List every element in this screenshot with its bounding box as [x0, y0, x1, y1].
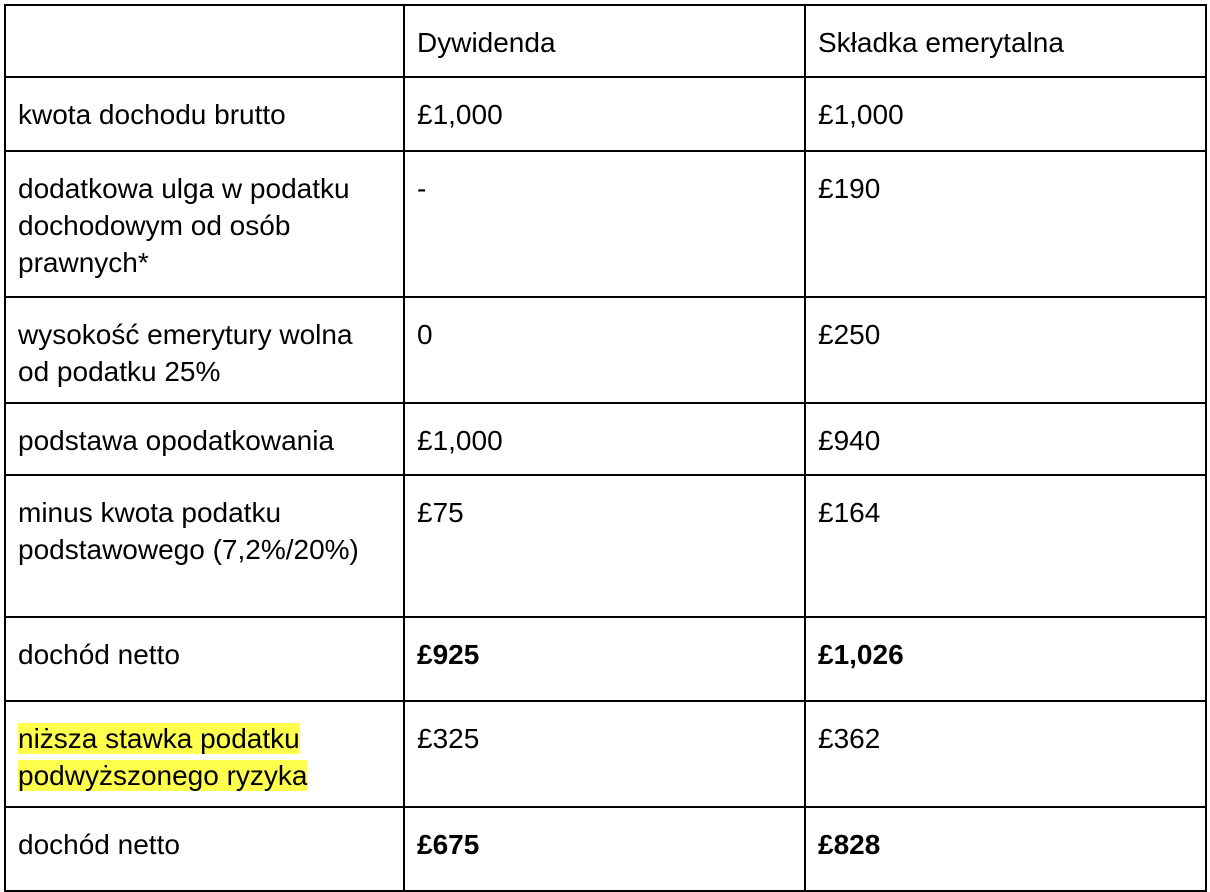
table-header-row [5, 5, 1206, 77]
comparison-table [4, 4, 1207, 892]
row-label: dochód netto [5, 807, 404, 891]
header-cell-empty [5, 5, 404, 77]
table-row [5, 297, 1206, 403]
pension-value: £164 [805, 475, 1206, 617]
header-cell-pension: Składka emerytalna [805, 5, 1206, 77]
dividend-value: 0 [404, 297, 805, 403]
table-row [5, 77, 1206, 151]
table-row [5, 701, 1206, 807]
row-label-cell [5, 701, 404, 807]
pension-value: £940 [805, 403, 1206, 475]
row-label: dochód netto [5, 617, 404, 701]
pension-value: £250 [805, 297, 1206, 403]
pension-value: £190 [805, 151, 1206, 297]
table-row [5, 403, 1206, 475]
highlighted-row-label: niższa stawka podatku podwyższonego ryzyka [18, 723, 308, 791]
dividend-value: £675 [404, 807, 805, 891]
pension-value: £362 [805, 701, 1206, 807]
table-row [5, 617, 1206, 701]
row-label: kwota dochodu brutto [5, 77, 404, 151]
row-label: dodatkowa ulga w podatku dochodowym od osób prawnych* [5, 151, 404, 297]
row-label: podstawa opodatkowania [5, 403, 404, 475]
pension-value: £828 [805, 807, 1206, 891]
dividend-value: £325 [404, 701, 805, 807]
dividend-value: £925 [404, 617, 805, 701]
dividend-value: - [404, 151, 805, 297]
header-cell-dividend: Dywidenda [404, 5, 805, 77]
dividend-value: £75 [404, 475, 805, 617]
dividend-value: £1,000 [404, 403, 805, 475]
table-row [5, 475, 1206, 617]
table-row [5, 151, 1206, 297]
table-row [5, 807, 1206, 891]
pension-value: £1,026 [805, 617, 1206, 701]
dividend-value: £1,000 [404, 77, 805, 151]
row-label: wysokość emerytury wolna od podatku 25% [5, 297, 404, 403]
row-label: minus kwota podatku podstawowego (7,2%/20%) [5, 475, 404, 617]
pension-value: £1,000 [805, 77, 1206, 151]
